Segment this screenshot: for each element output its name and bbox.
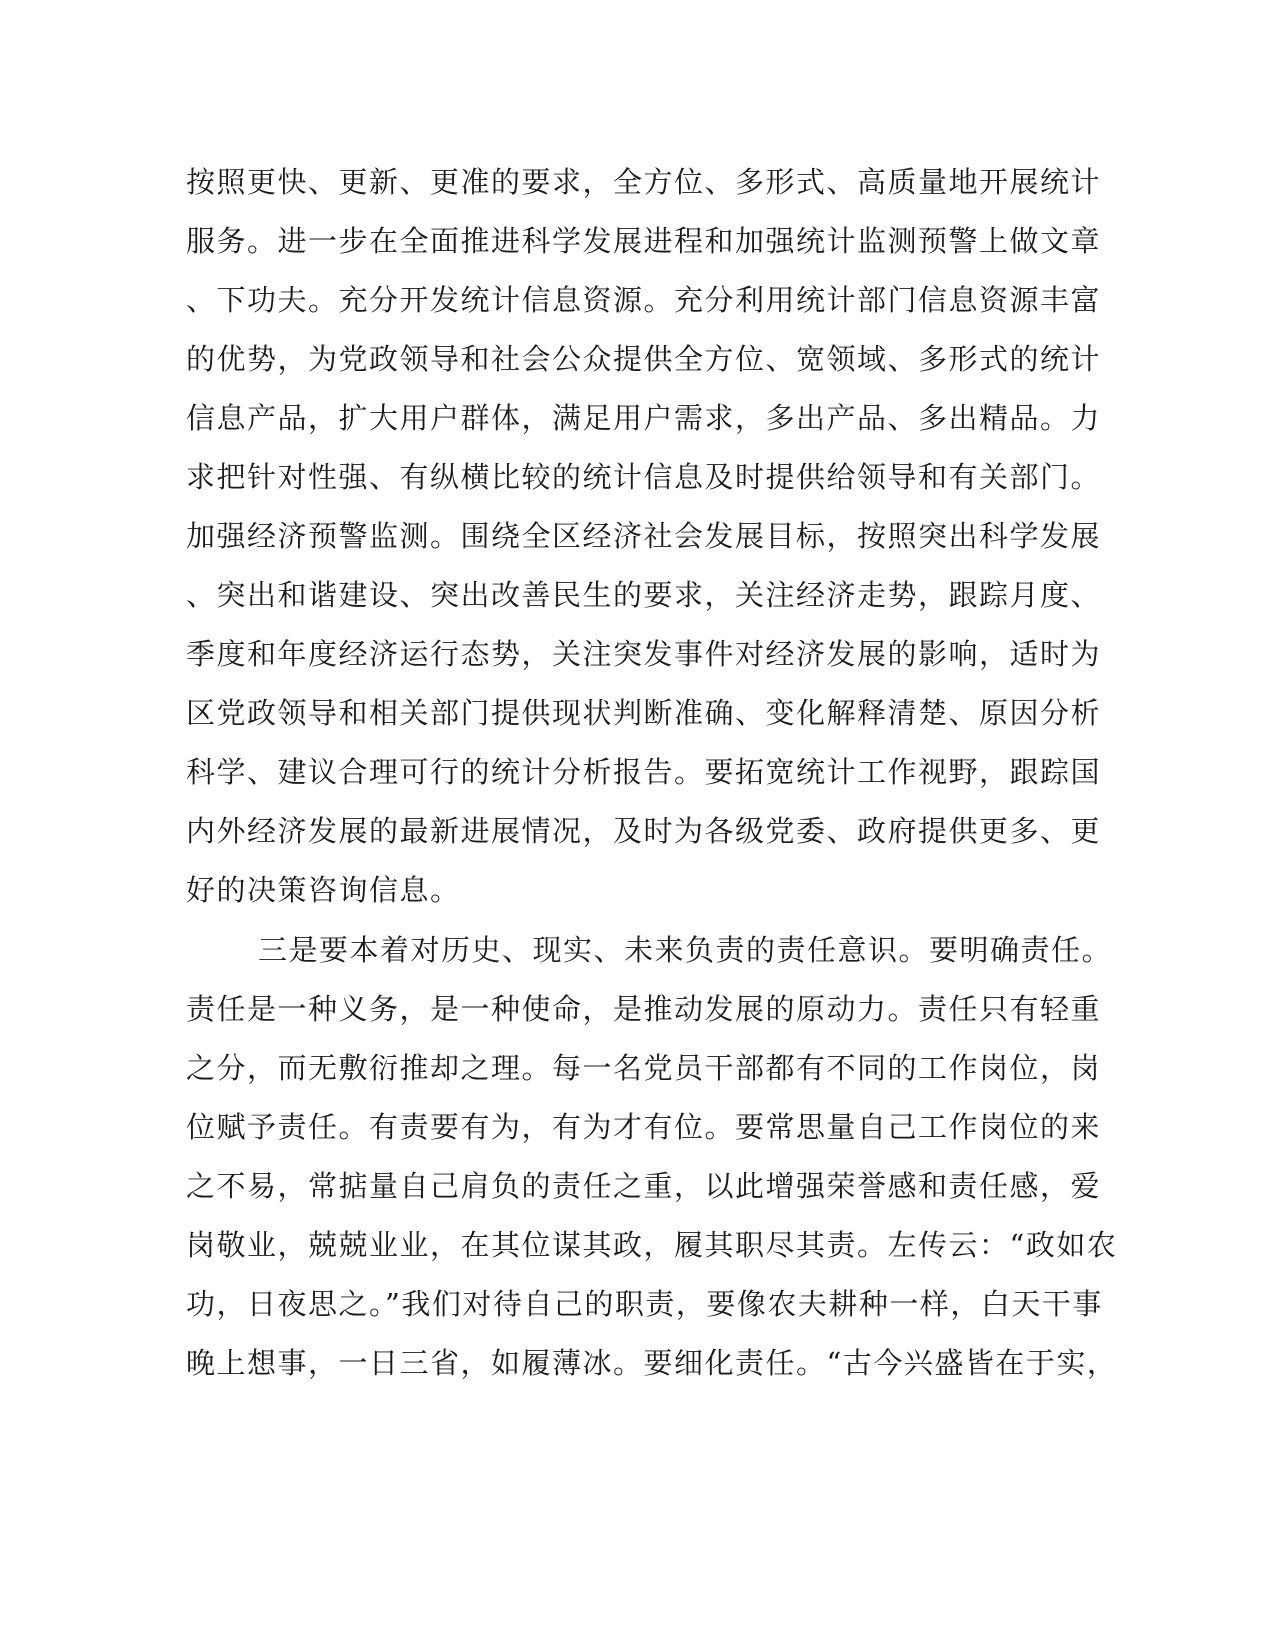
text-line: 之不易，常掂量自己肩负的责任之重，以此增强荣誉感和责任感，爱 bbox=[186, 1169, 1102, 1203]
text-line: 信息产品，扩大用户群体，满足用户需求，多出产品、多出精品。力 bbox=[186, 401, 1102, 435]
text-line: 晚上想事，一日三省，如履薄冰。要细化责任。“古今兴盛皆在于实， bbox=[186, 1346, 1118, 1380]
paragraph-first-line: 三是要本着对历史、现实、未来负责的责任意识。要明确责任。 bbox=[258, 933, 1113, 967]
text-line: 季度和年度经济运行态势，关注突发事件对经济发展的影响，适时为 bbox=[186, 637, 1102, 671]
text-line: 内外经济发展的最新进展情况，及时为各级党委、政府提供更多、更 bbox=[186, 814, 1102, 848]
text-line: 按照更快、更新、更准的要求，全方位、多形式、高质量地开展统计 bbox=[186, 165, 1102, 199]
text-line: 、下功夫。充分开发统计信息资源。充分利用统计部门信息资源丰富 bbox=[186, 283, 1102, 317]
text-line: 责任是一种义务，是一种使命，是推动发展的原动力。责任只有轻重 bbox=[186, 992, 1102, 1026]
text-line: 加强经济预警监测。围绕全区经济社会发展目标，按照突出科学发展 bbox=[186, 519, 1102, 553]
text-line: 求把针对性强、有纵横比较的统计信息及时提供给领导和有关部门。 bbox=[186, 460, 1102, 494]
text-line: 功，日夜思之。”我们对待自己的职责，要像农夫耕种一样，白天干事 bbox=[186, 1287, 1103, 1321]
text-line: 服务。进一步在全面推进科学发展进程和加强统计监测预警上做文章 bbox=[186, 224, 1102, 258]
text-line: 之分，而无敷衍推却之理。每一名党员干部都有不同的工作岗位，岗 bbox=[186, 1051, 1102, 1085]
text-line: 区党政领导和相关部门提供现状判断准确、变化解释清楚、原因分析 bbox=[186, 696, 1102, 730]
text-line: 岗敬业，兢兢业业，在其位谋其政，履其职尽其责。左传云：“政如农 bbox=[186, 1228, 1118, 1262]
text-line: 好的决策咨询信息。 bbox=[186, 873, 461, 907]
text-line: 、突出和谐建设、突出改善民生的要求，关注经济走势，跟踪月度、 bbox=[186, 578, 1102, 612]
text-line: 位赋予责任。有责要有为，有为才有位。要常思量自己工作岗位的来 bbox=[186, 1110, 1102, 1144]
text-line: 科学、建议合理可行的统计分析报告。要拓宽统计工作视野，跟踪国 bbox=[186, 755, 1102, 789]
text-line: 的优势，为党政领导和社会公众提供全方位、宽领域、多形式的统计 bbox=[186, 342, 1102, 376]
